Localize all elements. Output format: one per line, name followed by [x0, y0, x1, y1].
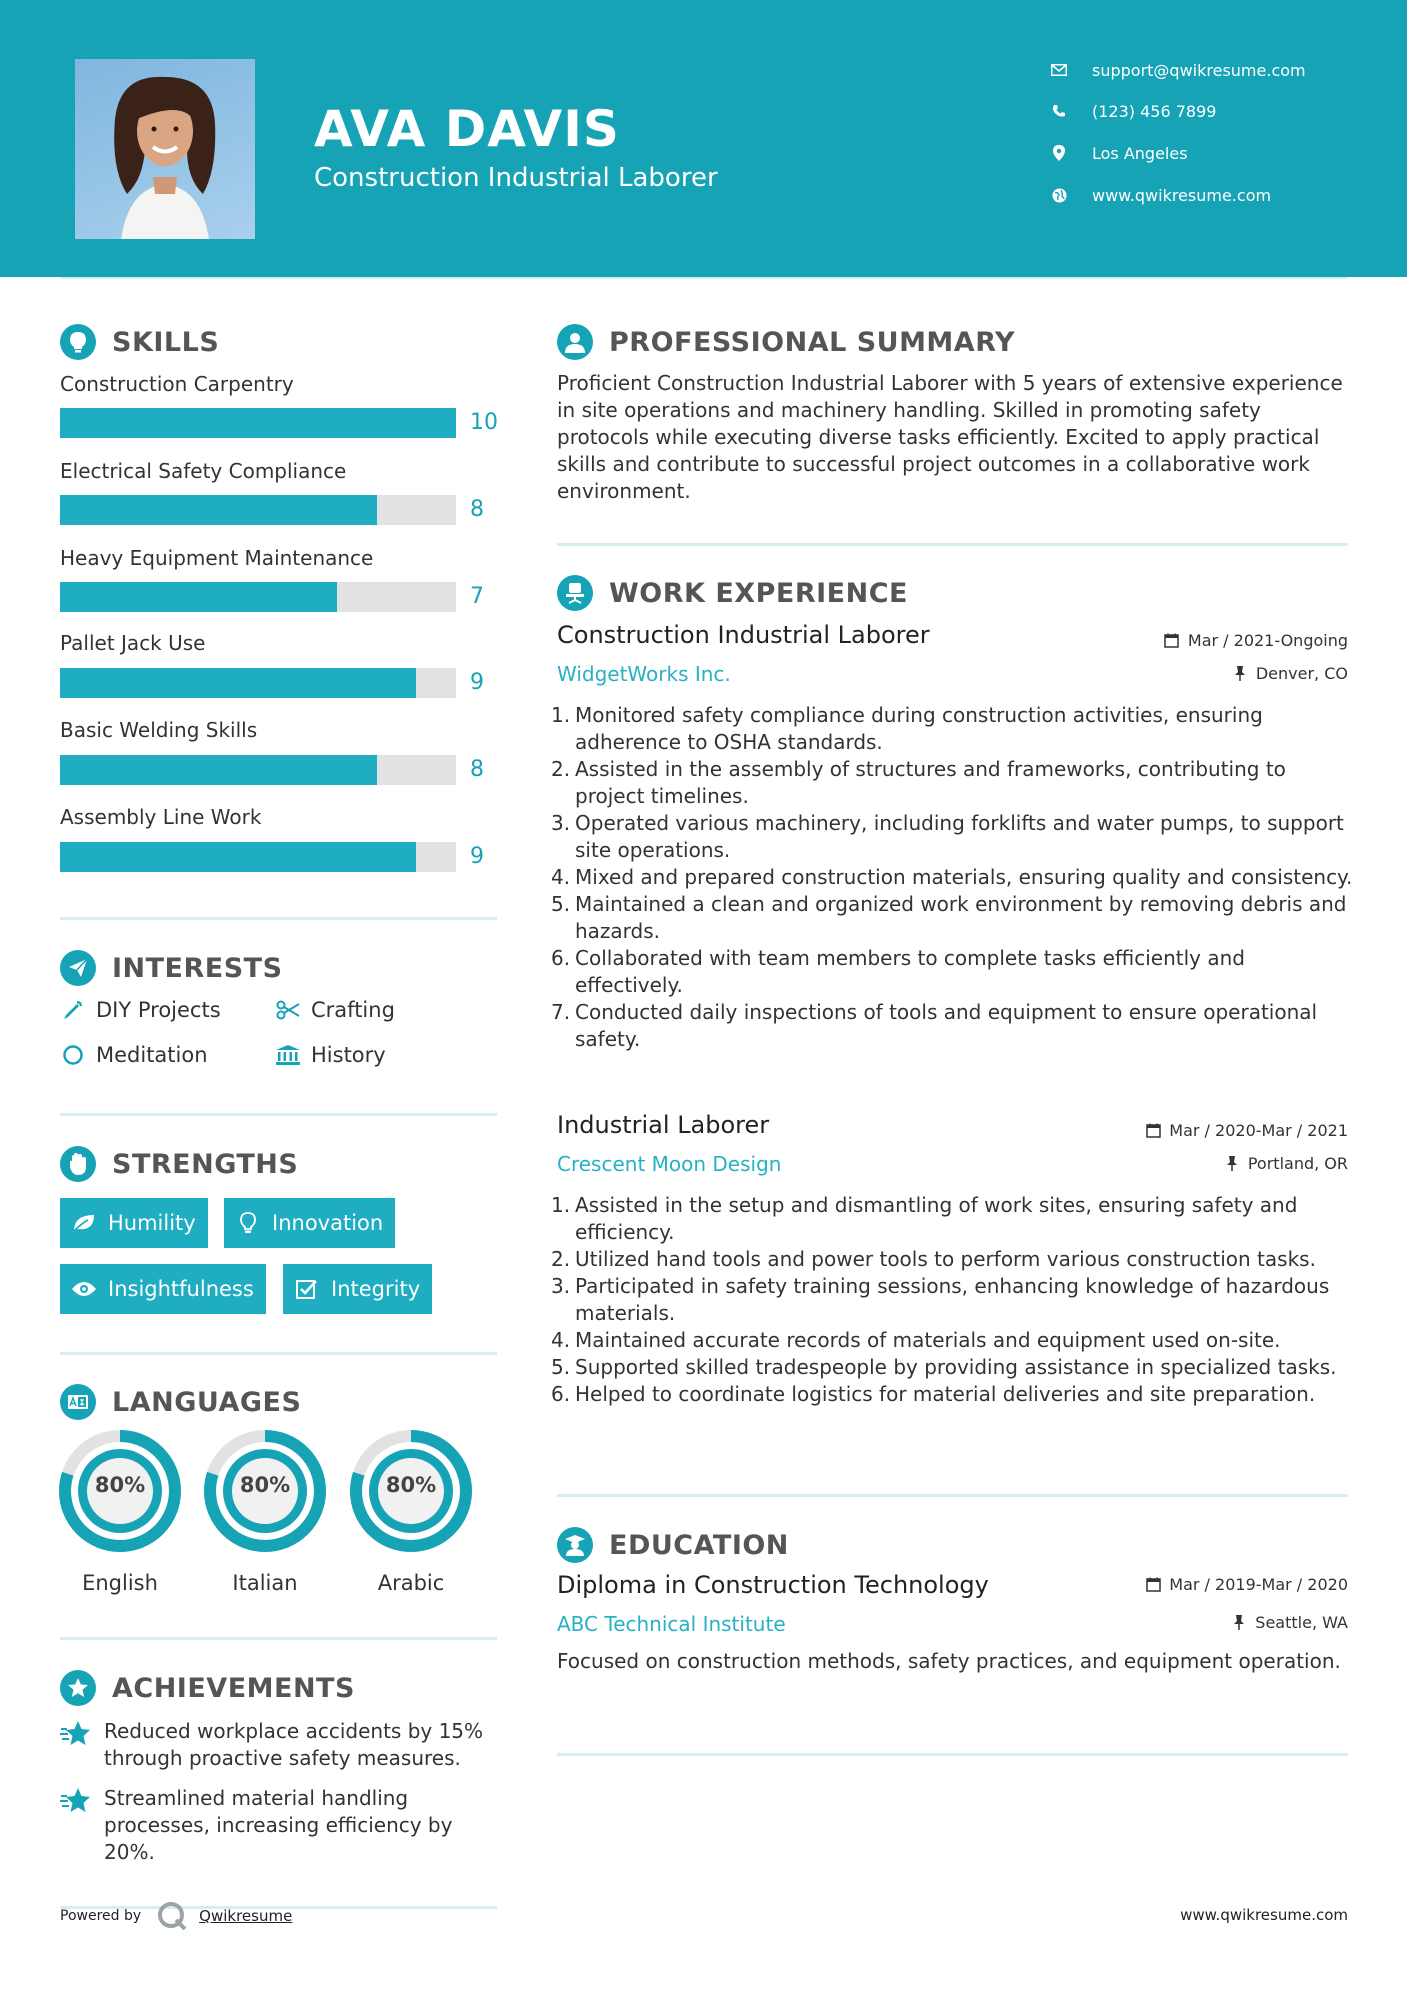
- duty-item: 2. Utilized hand tools and power tools to perform various construction tasks.: [551, 1247, 1316, 1271]
- pushpin-icon: [1232, 666, 1248, 682]
- duty-item: 4. Mixed and prepared construction materials, ensuring quality and consistency.: [551, 865, 1353, 889]
- interest-item: [60, 995, 221, 1025]
- job-role: Construction Industrial Laborer: [557, 621, 930, 649]
- section-divider: [557, 543, 1348, 546]
- experience-title: WORK EXPERIENCE: [609, 577, 908, 609]
- education-heading: [557, 1525, 789, 1565]
- duty-item: 5. Supported skilled tradespeople by providing assistance in specialized tasks.: [551, 1355, 1337, 1379]
- skill-label: Construction Carpentry: [60, 372, 294, 396]
- skills-heading: [60, 322, 219, 362]
- eye-icon: [70, 1275, 98, 1303]
- interest-item: [60, 1040, 208, 1070]
- star-icon: [60, 1785, 94, 1866]
- education-location: [1231, 1613, 1348, 1632]
- skill-bar: [60, 408, 456, 438]
- interest-item: [275, 1040, 386, 1070]
- interest-label: DIY Projects: [96, 998, 221, 1022]
- duty-item: 7. Conducted daily inspections of tools and equipment to ensure operational safety.: [551, 1000, 1318, 1051]
- language-item: [203, 1429, 327, 1595]
- achievement-text: Reduced workplace accidents by 15% through proactive safety measures.: [104, 1719, 484, 1770]
- contact-location-text: Los Angeles: [1092, 143, 1188, 163]
- footer-branding: [60, 1899, 292, 1933]
- strength-label: Humility: [108, 1211, 196, 1235]
- job-company: WidgetWorks Inc.: [557, 662, 731, 686]
- skill-bar: [60, 582, 456, 612]
- education-dates-text: Mar / 2019-Mar / 2020: [1169, 1575, 1348, 1594]
- strength-label: Integrity: [331, 1277, 421, 1301]
- duty-item: 1. Assisted in the setup and dismantling of work sites, ensuring safety and efficiency.: [551, 1193, 1298, 1244]
- duty-item: 5. Maintained a clean and organized work environment by removing debris and hazards.: [551, 892, 1347, 943]
- section-divider: [60, 1637, 497, 1640]
- job-dates-text: Mar / 2020-Mar / 2021: [1169, 1121, 1348, 1140]
- skill-bar: [60, 755, 456, 785]
- contact-website-text: www.qwikresume.com: [1092, 185, 1272, 205]
- contact-email[interactable]: [1050, 55, 1370, 85]
- envelope-icon: [1050, 61, 1068, 79]
- skill-label: Pallet Jack Use: [60, 631, 206, 655]
- chair-icon: [557, 575, 593, 611]
- star-badge-icon: [60, 1670, 96, 1706]
- duty-item: 3. Participated in safety training sessions, enhancing knowledge of hazardous materials.: [551, 1274, 1330, 1325]
- education-location-text: Seattle, WA: [1255, 1613, 1348, 1632]
- wrench-icon: [60, 997, 86, 1023]
- job-company: Crescent Moon Design: [557, 1152, 782, 1176]
- job-location: [1224, 1154, 1348, 1173]
- achievement-item: [60, 1785, 500, 1866]
- lightbulb-icon: [234, 1209, 262, 1237]
- strength-label: Innovation: [272, 1211, 384, 1235]
- duty-item: 4. Maintained accurate records of materials and equipment used on-site.: [551, 1328, 1281, 1352]
- skill-value: 10: [470, 410, 498, 435]
- skill-bar-fill: [60, 842, 416, 872]
- language-percent: 80%: [94, 1473, 146, 1497]
- education-school: ABC Technical Institute: [557, 1612, 786, 1636]
- museum-icon: [275, 1042, 301, 1068]
- skills-title: SKILLS: [112, 326, 220, 358]
- education-degree: Diploma in Construction Technology: [557, 1571, 989, 1599]
- language-item: [58, 1429, 182, 1595]
- graduate-icon: [557, 1527, 593, 1563]
- job-dates: [1164, 631, 1348, 650]
- calendar-icon: [1145, 1123, 1161, 1139]
- skill-label: Electrical Safety Compliance: [60, 459, 347, 483]
- header-divider: [60, 277, 1348, 279]
- qwikresume-logo-icon: [155, 1899, 189, 1933]
- strength-badge: [60, 1264, 266, 1314]
- phone-icon: [1050, 102, 1068, 120]
- interest-label: Meditation: [96, 1043, 208, 1067]
- languages-heading: [60, 1382, 301, 1422]
- skill-bar: [60, 495, 456, 525]
- footer-website[interactable]: www.qwikresume.com: [1180, 1906, 1348, 1924]
- skill-bar-fill: [60, 668, 416, 698]
- education-dates: [1145, 1575, 1348, 1594]
- achievements-heading: [60, 1668, 355, 1708]
- skill-bar: [60, 668, 456, 698]
- interests-heading: [60, 948, 283, 988]
- skill-bar-fill: [60, 495, 377, 525]
- contact-phone[interactable]: [1050, 96, 1370, 126]
- brand-link[interactable]: Qwikresume: [199, 1907, 293, 1925]
- summary-heading: [557, 322, 1015, 362]
- section-divider: [60, 1352, 497, 1355]
- skill-bar-fill: [60, 408, 456, 438]
- duty-item: 2. Assisted in the assembly of structures and frameworks, contributing to project timelines.: [551, 757, 1286, 808]
- skill-label: Basic Welding Skills: [60, 718, 258, 742]
- calendar-icon: [1145, 1577, 1161, 1593]
- powered-by-text: Powered by: [60, 1908, 142, 1924]
- interest-label: Crafting: [311, 998, 395, 1022]
- job-location: [1232, 664, 1348, 683]
- interests-title: INTERESTS: [112, 952, 283, 984]
- language-percent: 80%: [385, 1473, 437, 1497]
- map-pin-icon: [1050, 144, 1068, 162]
- interest-label: History: [311, 1043, 386, 1067]
- strength-badge: [224, 1198, 395, 1248]
- strength-label: Insightfulness: [108, 1277, 254, 1301]
- summary-text: Proficient Construction Industrial Laborer with 5 years of extensive experience in site operations and machinery handling. Skilled in promoting safety protocols while executing diverse tasks efficiently. Excited to apply practical skills and contribute to successful project outcomes in a collaborative work environment.: [557, 371, 1343, 503]
- contact-website[interactable]: [1050, 180, 1370, 210]
- skill-value: 9: [470, 670, 484, 695]
- duty-item: 1. Monitored safety compliance during construction activities, ensuring adherence to OSHA standards.: [551, 703, 1263, 754]
- calendar-icon: [1164, 633, 1180, 649]
- duty-item: 6. Helped to coordinate logistics for material deliveries and site preparation.: [551, 1382, 1316, 1406]
- language-item: [349, 1429, 473, 1595]
- job-dates: [1145, 1121, 1348, 1140]
- resume-header: [0, 0, 1407, 277]
- achievement-item: [60, 1718, 500, 1772]
- globe-icon: [1050, 186, 1068, 204]
- candidate-name: AVA DAVIS: [314, 100, 620, 158]
- section-divider: [60, 917, 497, 920]
- section-divider: [557, 1494, 1348, 1497]
- skill-value: 8: [470, 497, 484, 522]
- experience-heading: [557, 573, 908, 613]
- language-percent: 80%: [239, 1473, 291, 1497]
- achievements-title: ACHIEVEMENTS: [112, 1672, 355, 1704]
- pushpin-icon: [1224, 1156, 1240, 1172]
- skill-value: 7: [470, 584, 484, 609]
- skill-label: Assembly Line Work: [60, 805, 262, 829]
- achievement-text: Streamlined material handling processes, increasing efficiency by 20%.: [104, 1786, 453, 1864]
- paper-plane-icon: [60, 950, 96, 986]
- contact-phone-text: (123) 456 7899: [1092, 101, 1217, 121]
- language-name: English: [82, 1571, 158, 1595]
- job-location-text: Denver, CO: [1255, 664, 1348, 683]
- duty-item: 6. Collaborated with team members to complete tasks efficiently and effectively.: [551, 946, 1245, 997]
- star-icon: [60, 1718, 94, 1772]
- skill-bar-fill: [60, 582, 337, 612]
- strengths-heading: [60, 1144, 298, 1184]
- duty-item: 3. Operated various machinery, including forklifts and water pumps, to support site operations.: [551, 811, 1344, 862]
- skill-label: Heavy Equipment Maintenance: [60, 546, 374, 570]
- raised-hand-icon: [60, 1146, 96, 1182]
- user-icon: [557, 324, 593, 360]
- leaf-icon: [70, 1209, 98, 1237]
- lightbulb-icon: [60, 324, 96, 360]
- contact-location: [1050, 138, 1370, 168]
- job-location-text: Portland, OR: [1247, 1154, 1348, 1173]
- check-square-icon: [293, 1275, 321, 1303]
- job-role: Industrial Laborer: [557, 1111, 770, 1139]
- pushpin-icon: [1231, 1615, 1247, 1631]
- strength-badge: [60, 1198, 208, 1248]
- skill-value: 8: [470, 757, 484, 782]
- job-duties: [551, 702, 1357, 1053]
- section-divider: [557, 1753, 1348, 1756]
- language-name: Italian: [232, 1571, 298, 1595]
- strength-badge: [283, 1264, 432, 1314]
- skill-value: 9: [470, 844, 484, 869]
- scissors-icon: [275, 997, 301, 1023]
- language-name: Arabic: [377, 1571, 445, 1595]
- strengths-title: STRENGTHS: [112, 1148, 299, 1180]
- skill-bar: [60, 842, 456, 872]
- job-dates-text: Mar / 2021-Ongoing: [1187, 631, 1348, 650]
- languages-title: LANGUAGES: [112, 1386, 302, 1418]
- language-icon: [60, 1384, 96, 1420]
- section-divider: [60, 1113, 497, 1116]
- contact-email-text: support@qwikresume.com: [1092, 60, 1306, 80]
- profile-photo: [75, 59, 255, 239]
- circle-icon: [60, 1042, 86, 1068]
- interest-item: [275, 995, 395, 1025]
- summary-title: PROFESSIONAL SUMMARY: [609, 326, 1016, 358]
- skill-bar-fill: [60, 755, 377, 785]
- education-description: Focused on construction methods, safety practices, and equipment operation.: [557, 1649, 1341, 1673]
- job-duties: [551, 1192, 1357, 1408]
- education-title: EDUCATION: [609, 1529, 789, 1561]
- candidate-title: Construction Industrial Laborer: [314, 163, 718, 193]
